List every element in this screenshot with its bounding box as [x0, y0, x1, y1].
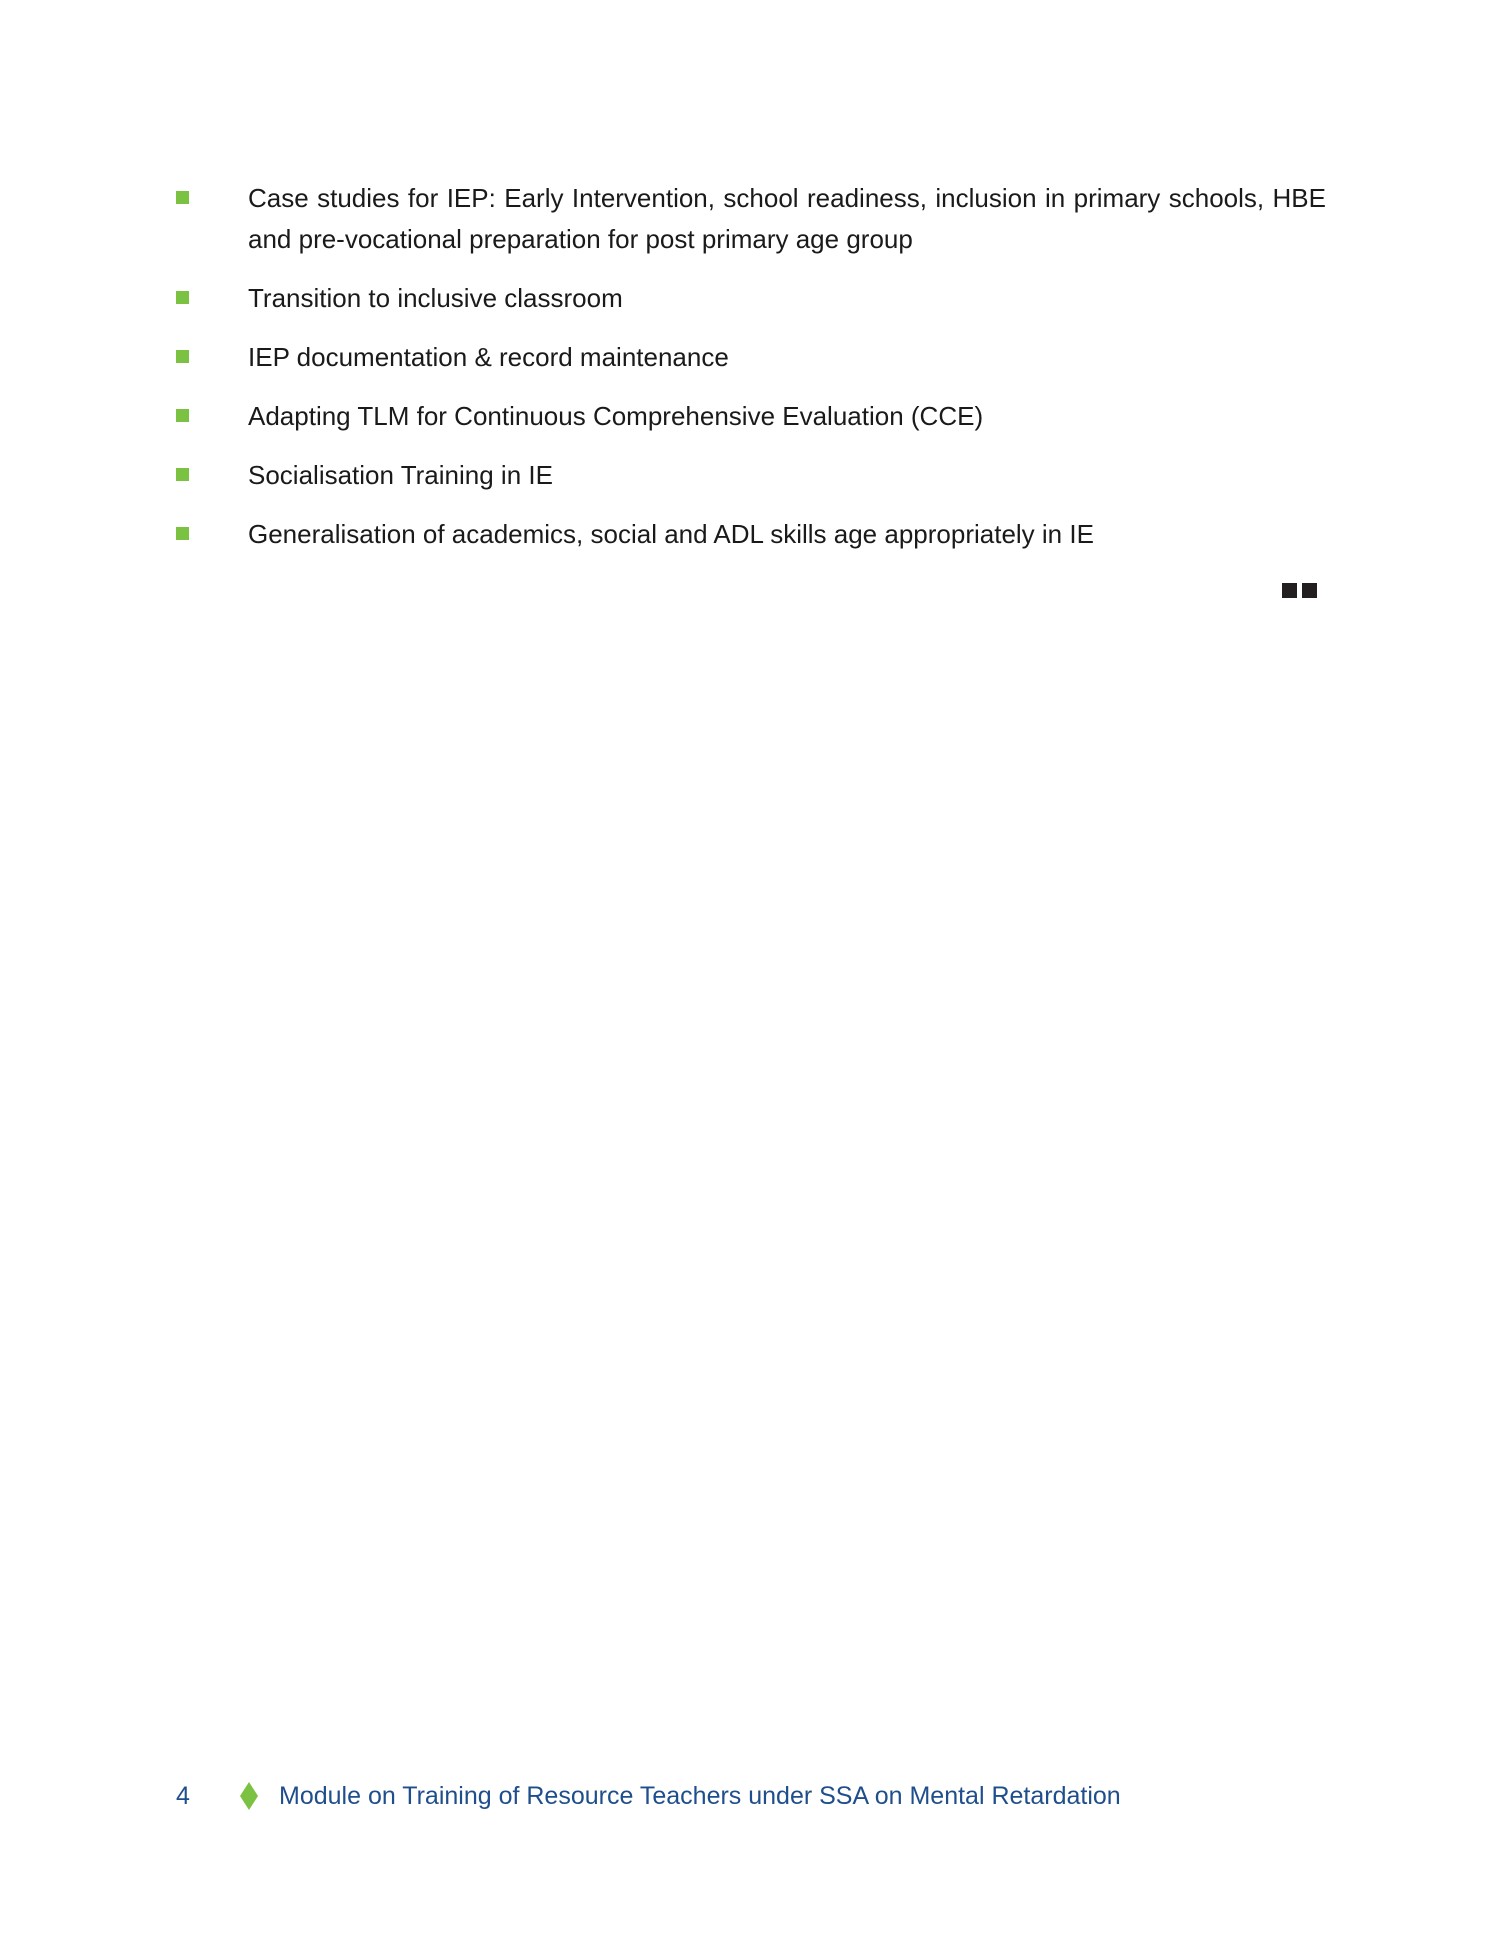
green-diamond-icon: [240, 1782, 258, 1810]
green-square-bullet-icon: [176, 468, 189, 481]
list-item: [176, 178, 1326, 260]
list-item-text: Socialisation Training in IE: [248, 460, 553, 490]
green-square-bullet-icon: [176, 350, 189, 363]
list-item: [176, 455, 1326, 496]
list-item: [176, 337, 1326, 378]
green-square-bullet-icon: [176, 191, 189, 204]
page-number: 4: [176, 1782, 190, 1810]
list-item: [176, 514, 1326, 555]
green-square-bullet-icon: [176, 291, 189, 304]
list-item-text: Generalisation of academics, social and ADL skills age appropriately in IE: [248, 519, 1094, 549]
list-item-text: Adapting TLM for Continuous Comprehensive Evaluation (CCE): [248, 401, 984, 431]
list-item: [176, 278, 1326, 319]
green-square-bullet-icon: [176, 527, 189, 540]
bullet-list: [176, 178, 1326, 555]
list-item-text: Case studies for IEP: Early Intervention, school readiness, inclusion in primary schools, HBE and pre-vocational preparation for post primary age group: [248, 183, 1326, 254]
end-square-icon: [1302, 583, 1317, 598]
list-item-text: Transition to inclusive classroom: [248, 283, 623, 313]
list-item: [176, 396, 1326, 437]
green-square-bullet-icon: [176, 409, 189, 422]
list-item-text: IEP documentation & record maintenance: [248, 342, 729, 372]
end-square-icon: [1282, 583, 1297, 598]
footer-title: Module on Training of Resource Teachers under SSA on Mental Retardation: [279, 1782, 1121, 1810]
double-black-square-icon: [1282, 583, 1318, 599]
